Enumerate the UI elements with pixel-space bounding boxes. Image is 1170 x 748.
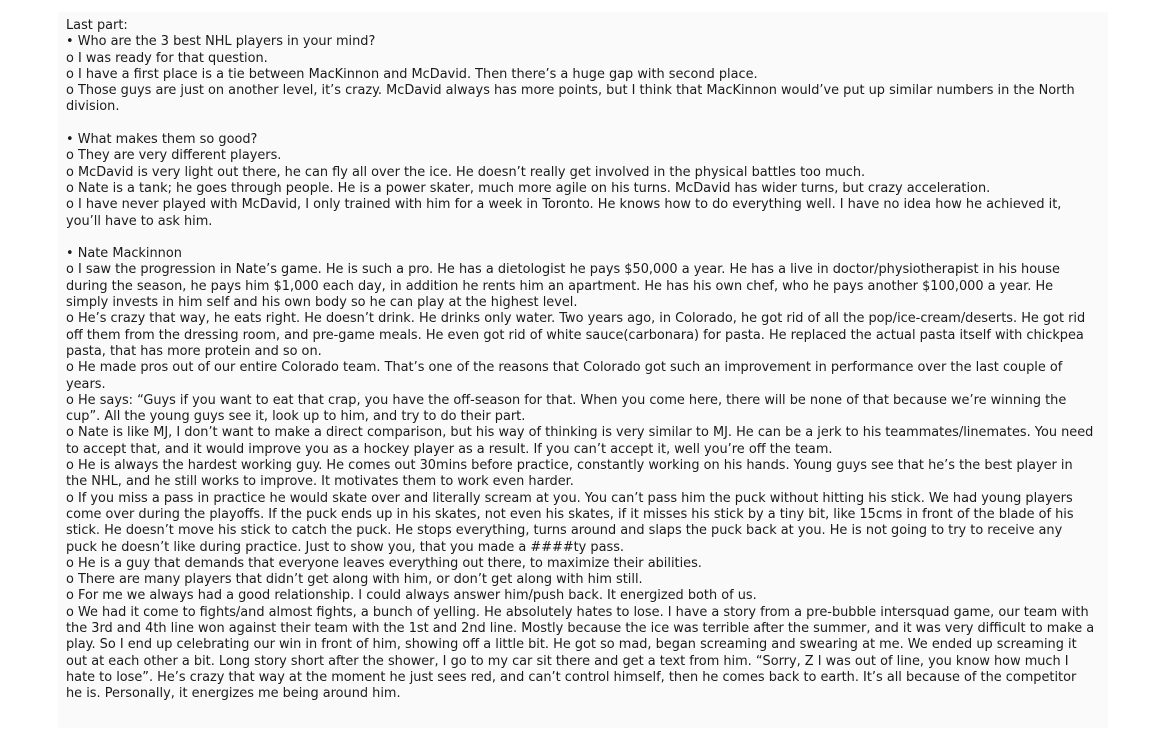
blank-line [66,116,1096,132]
list-item: o I was ready for that question. [66,50,268,66]
list-item: o For me we always had a good relationship. I could always answer him/push back. It energized both of us. [66,588,757,604]
list-item: o I saw the progression in Nate’s game. He is such a pro. He has a dietologist he pays $50,000 a year. He has a live in doctor/physiotherapist in his house during the season, he pays him $1,000 each day, in addition he rents him an apartment. He has his own chef, who he pays another $100,000 a year. He simply invests in him self and his own body so he can play at the highest level. [66,262,1060,311]
list-item: o I have a first place is a tie between MacKinnon and McDavid. Then there’s a huge gap with second place. [66,66,758,82]
list-item: o Those guys are just on another level, it’s crazy. McDavid always has more points, but I think that MacKinnon would’ve put up similar numbers in the North division. [66,83,1075,115]
list-item: o Nate is like MJ, I don’t want to make a direct comparison, but his way of thinking is very similar to MJ. He can be a jerk to his teammates/linemates. You need to accept that, and it would improve you as a hockey player as a result. If you can’t accept it, well you’re off the team. [66,425,1094,457]
section-heading: • What makes them so good? [66,132,258,148]
list-item: o He made pros out of our entire Colorado team. That’s one of the reasons that Colorado got such an improvement in performance over the last couple of years. [66,360,1063,392]
list-item: o McDavid is very light out there, he can fly all over the ice. He doesn’t really get involved in the physical battles too much. [66,164,866,180]
list-item: o I have never played with McDavid, I only trained with him for a week in Toronto. He knows how to do everything well. I have no idea how he achieved it, you’ll have to ask him. [66,197,1062,229]
section-heading: • Who are the 3 best NHL players in your mind? [66,34,376,50]
list-item: o Nate is a tank; he goes through people. He is a power skater, much more agile on his turns. McDavid has wider turns, but crazy acceleration. [66,180,991,196]
document-text [66,18,1096,702]
list-item: o We had it come to fights/and almost fights, a bunch of yelling. He absolutely hates to lose. I have a story from a pre-bubble intersquad game, our team with the 3rd and 4th line won against their team with the 1st and 2nd line. Mostly because the ice was terrible after the summer, and it was very difficult to make a play. So I end up celebrating our win in front of him, showing off a little bit. He got so mad, began screaming and swearing at me. We ended up screaming it out at each other a bit. Long story short after the shower, I go to my car sit there and get a text from him. “Sorry, Z I was out of line, you know how much I hate to lose”. He’s crazy that way at the moment he just sees red, and can’t control himself, then he comes back to earth. It’s all because of the competitor he is. Personally, it energizes me being around him. [66,604,1095,702]
section-heading: • Nate Mackinnon [66,246,182,262]
list-item: o If you miss a pass in practice he would skate over and literally scream at you. You can’t pass him the puck without hitting his stick. We had young players come over during the playoffs. If the puck ends up in his skates, not even his skates, if it misses his stick by a tiny bit, like 15cms in front of the blade of his stick. He doesn’t move his stick to catch the puck. He stops everything, turns around and slaps the puck back at you. He is not going to try to receive any puck he doesn’t like during practice. Just to show you, that you made a ####ty pass. [66,490,1074,555]
list-item: o There are many players that didn’t get along with him, or don’t get along with him still. [66,572,643,588]
intro-line: Last part: [66,18,128,33]
list-item: o He says: “Guys if you want to eat that crap, you have the off-season for that. When you come here, there will be none of that because we’re winning the cup”. All the young guys see it, look up to him, and try to do their part. [66,392,1067,425]
list-item: o He’s crazy that way, he eats right. He doesn’t drink. He drinks only water. Two years ago, in Colorado, he got rid of all the pop/ice-cream/deserts. He got rid off them from the dressing room, and pre-game meals. He even got rid of white sauce(carbonara) for pasta. He replaced the actual pasta itself with chickpea pasta, that has more protein and so on. [66,311,1086,359]
list-item: o They are very different players. [66,148,282,164]
blank-line [66,230,1096,246]
list-item: o He is always the hardest working guy. He comes out 30mins before practice, constantly working on his hands. Young guys see that he’s the best player in the NHL, and he still works to improve. It motivates them to work even harder. [66,458,1073,490]
list-item: o He is a guy that demands that everyone leaves everything out there, to maximize their abilities. [66,555,702,571]
